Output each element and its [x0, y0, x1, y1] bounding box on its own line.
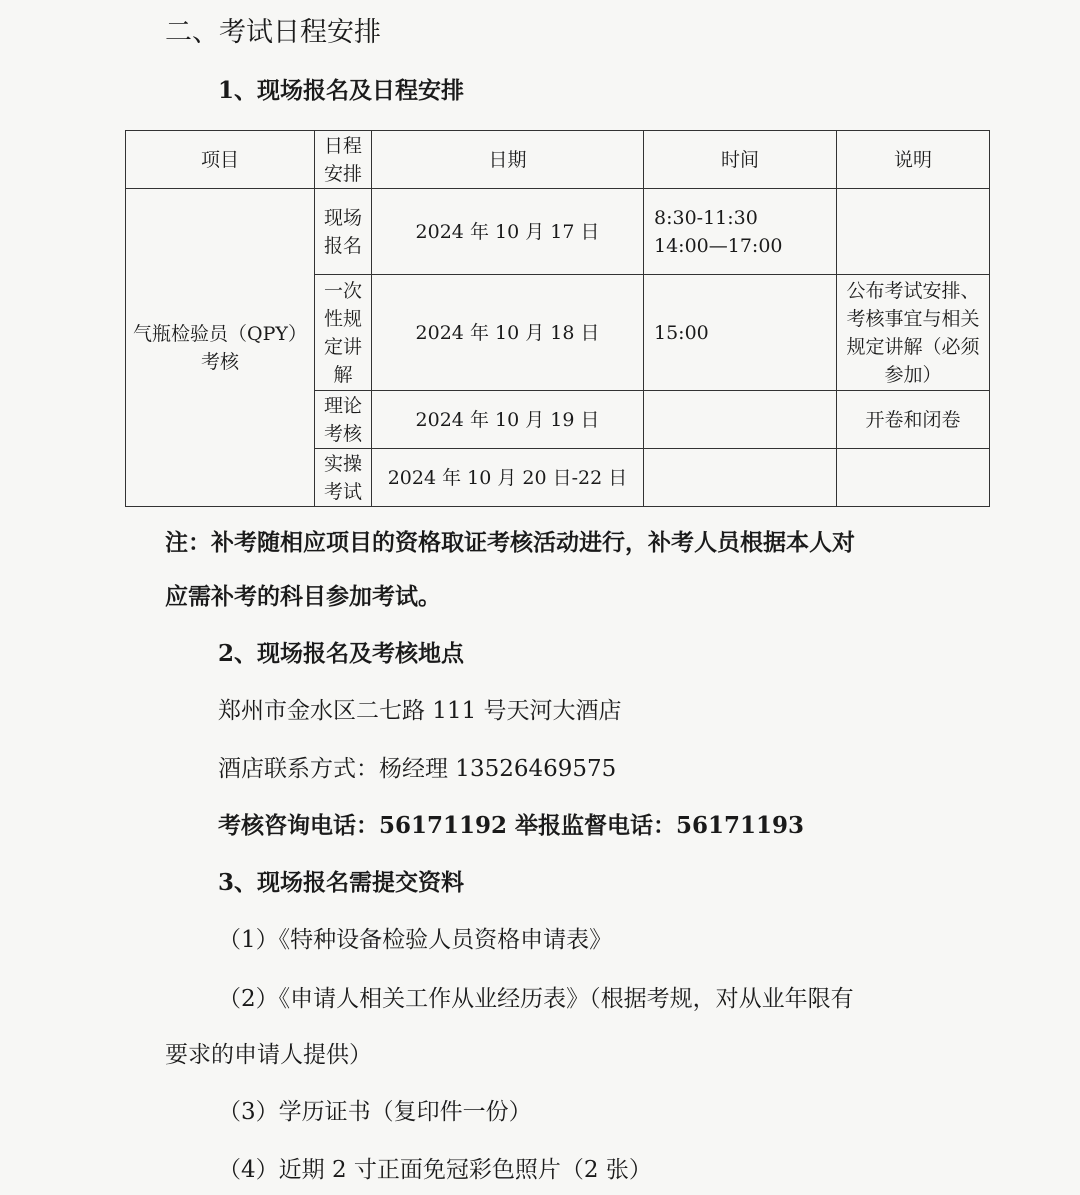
header-note: 说明 — [837, 131, 990, 189]
material-item: （4）近期 2 寸正面免冠彩色照片（2 张） — [218, 1157, 652, 1183]
note-cell — [837, 449, 990, 507]
header-schedule: 日程安排 — [315, 131, 372, 189]
section-title: 二、考试日程安排 — [165, 17, 381, 48]
material-item: （3）学历证书（复印件一份） — [218, 1099, 532, 1125]
time-line-1: 8:30-11:30 — [654, 206, 758, 229]
phones-text: 考核咨询电话：56171192 举报监督电话：56171193 — [218, 812, 805, 839]
schedule-cell: 现场报名 — [315, 189, 372, 275]
time-cell — [644, 391, 837, 449]
schedule-cell: 实操考试 — [315, 449, 372, 507]
note-cell: 开卷和闭卷 — [837, 391, 990, 449]
item-cell: 气瓶检验员（QPY）考核 — [126, 189, 315, 507]
header-item: 项目 — [126, 131, 315, 189]
date-cell: 2024 年 10 月 17 日 — [372, 189, 644, 275]
table-header-row — [126, 131, 990, 189]
date-cell: 2024 年 10 月 20 日-22 日 — [372, 449, 644, 507]
time-cell: 15:00 — [644, 275, 837, 391]
address-text: 郑州市金水区二七路 111 号天河大酒店 — [218, 698, 622, 724]
note-line-1: 注：补考随相应项目的资格取证考核活动进行，补考人员根据本人对 — [165, 529, 855, 556]
note-cell — [837, 189, 990, 275]
note-line-2: 应需补考的科目参加考试。 — [165, 583, 441, 610]
schedule-cell: 理论考核 — [315, 391, 372, 449]
date-cell: 2024 年 10 月 19 日 — [372, 391, 644, 449]
table-row — [126, 189, 990, 275]
subsection-title-1: 1、现场报名及日程安排 — [218, 77, 465, 104]
material-item-continued: 要求的申请人提供） — [165, 1042, 372, 1068]
date-cell: 2024 年 10 月 18 日 — [372, 275, 644, 391]
material-item: （2）《申请人相关工作从业经历表》（根据考规，对从业年限有 — [218, 986, 854, 1012]
material-item: （1）《特种设备检验人员资格申请表》 — [218, 927, 613, 953]
note-cell: 公布考试安排、考核事宜与相关规定讲解（必须参加） — [837, 275, 990, 391]
subsection-title-3: 3、现场报名需提交资料 — [218, 869, 465, 896]
schedule-cell: 一次性规定讲解 — [315, 275, 372, 391]
hotel-contact-text: 酒店联系方式：杨经理 13526469575 — [218, 756, 617, 782]
time-cell — [644, 449, 837, 507]
subsection-title-2: 2、现场报名及考核地点 — [218, 640, 465, 667]
header-time: 时间 — [644, 131, 837, 189]
time-line-2: 14:00—17:00 — [654, 234, 783, 257]
schedule-table — [125, 130, 990, 507]
time-cell — [644, 189, 837, 275]
header-date: 日期 — [372, 131, 644, 189]
